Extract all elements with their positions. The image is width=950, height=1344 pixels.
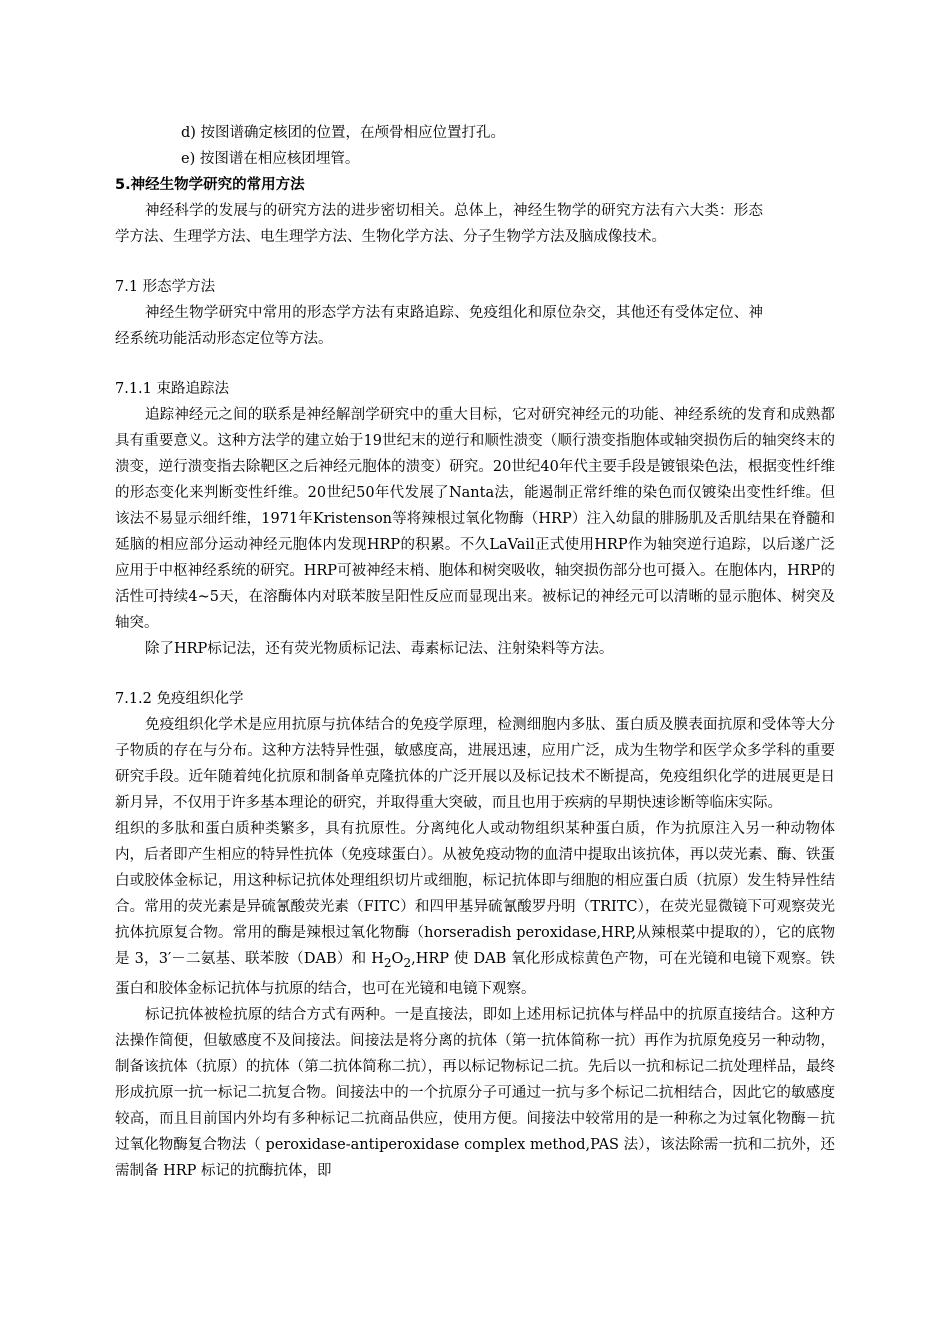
section-7-1-1-paragraph-2: 除了HRP标记法，还有荧光物质标记法、毒素标记法、注射染料等方法。 — [145, 641, 614, 657]
section-5-paragraph: 神经科学的发展与的研究方法的进步密切相关。总体上，神经生物学的研究方法有六大类：形态学方法、生理学方法、电生理学方法、生物化学方法、分子生物学方法及脑成像技术。 — [115, 203, 763, 245]
section-7-1-heading: 7.1 形态学方法 — [115, 279, 216, 295]
section-7-1-1-paragraph-1: 追踪神经元之间的联系是神经解剖学研究中的重大目标，它对研究神经元的功能、神经系统的发育和成熟都具有重要意义。这种方法学的建立始于19世纪末的逆行和顺性溃变（顺行溃变指胞体或轴突损伤后的轴突终末的溃变，逆行溃变指去除靶区之后神经元胞体的溃变）研究。20世纪40年代主要手段是镀银染色法，根据变性纤维的形态变化来判断变性纤维。20世纪50年代发展了Nanta法，能遏制正常纤维的染色而仅镀染出变性纤维。但该法不易显示细纤维，1971年Kristenson等将辣根过氧化物酶（HRP）注入幼鼠的腓肠肌及舌肌结果在脊髓和延脑的相应部分运动神经元胞体内发现HRP的积累。不久LaVail正式使用HRP作为轴突逆行追踪，以后遂广泛应用于中枢神经系统的研究。HRP可被神经末梢、胞体和树突吸收，轴突损伤部分也可摄入。在胞体内，HRP的活性可持续4~5天，在溶酶体内对联苯胺呈阳性反应而显现出来。被标记的神经元可以清晰的显示胞体、树突及轴突。 — [115, 407, 835, 631]
paragraph-2-text-b: ,HRP 使 DAB 氧化形成棕黄色产物，可在光镜和电镜下观察。铁蛋白和胶体金标记抗体与抗原的结合，也可在光镜和电镜下观察。 — [115, 951, 835, 997]
list-item-d: d) 按图谱确定核团的位置，在颅骨相应位置打孔。 — [181, 125, 506, 141]
section-7-1-paragraph: 神经生物学研究中常用的形态学方法有束路追踪、免疫组化和原位杂交，其他还有受体定位、神经系统功能活动形态定位等方法。 — [115, 305, 763, 347]
paragraph-2-text-o: O — [391, 951, 404, 967]
section-7-1-2-heading: 7.1.2 免疫组织化学 — [115, 691, 244, 707]
paragraph-2-text-a: 组织的多肽和蛋白质种类繁多，具有抗原性。分离纯化人或动物组织某种蛋白质，作为抗原注入另一种动物体内，后者即产生相应的特异性抗体（免疫球蛋白）。从被免疫动物的血清中提取出该抗体，再以荧光素、酶、铁蛋白或胶体金标记，用这种标记抗体处理组织切片或细胞，标记抗体即与细胞的相应蛋白质（抗原）发生特异性结合。常用的荧光素是异硫氰酸荧光素（FITC）和四甲基异硫氰酸罗丹明（TRITC），在荧光显微镜下可观察荧光抗体抗原复合物。常用的酶是辣根过氧化物酶（horseradish peroxidase,HRP,从辣根菜中提取的），它的底物是 3，3′－二氨基、联苯胺（DAB）和 H — [115, 821, 835, 967]
list-item-e: e) 按图谱在相应核团埋管。 — [181, 151, 360, 167]
section-7-1-2-paragraph-2 — [115, 816, 835, 1002]
h2o2-subscript-2: 2 — [403, 955, 412, 970]
section-7-1-2-paragraph-3: 标记抗体被检抗原的结合方式有两种。一是直接法，即如上述用标记抗体与样品中的抗原直接结合。这种方法操作简便，但敏感度不及间接法。间接法是将分离的抗体（第一抗体简称一抗）再作为抗原免疫另一种动物，制备该抗体（抗原）的抗体（第二抗体简称二抗），再以标记物标记二抗。先后以一抗和标记二抗处理样品，最终形成抗原一抗一标记二抗复合物。间接法中的一个抗原分子可通过一抗与多个标记二抗相结合，因此它的敏感度较高，而且目前国内外均有多种标记二抗商品供应，使用方便。间接法中较常用的是一种称之为过氧化物酶－抗过氧化物酶复合物法（ peroxidase-antiperoxidase complex method,PAS 法），该法除需一抗和二抗外，还需制备 HRP 标记的抗酶抗体，即 — [115, 1006, 835, 1179]
section-7-1-2-paragraph-1: 免疫组织化学术是应用抗原与抗体结合的免疫学原理，检测细胞内多肽、蛋白质及膜表面抗原和受体等大分子物质的存在与分布。这种方法特异性强，敏感度高，进展迅速，应用广泛，成为生物学和医学众多学科的重要研究手段。近年随着纯化抗原和制备单克隆抗体的广泛开展以及标记技术不断提高，免疫组织化学的进展更是日新月异，不仅用于许多基本理论的研究，并取得重大突破，而且也用于疾病的早期快速诊断等临床实际。 — [115, 717, 835, 811]
section-5-heading: 5.神经生物学研究的常用方法 — [115, 177, 305, 193]
document-page — [115, 120, 835, 1184]
section-7-1-1-heading: 7.1.1 束路追踪法 — [115, 381, 230, 397]
h2o2-subscript-1: 2 — [383, 955, 392, 970]
